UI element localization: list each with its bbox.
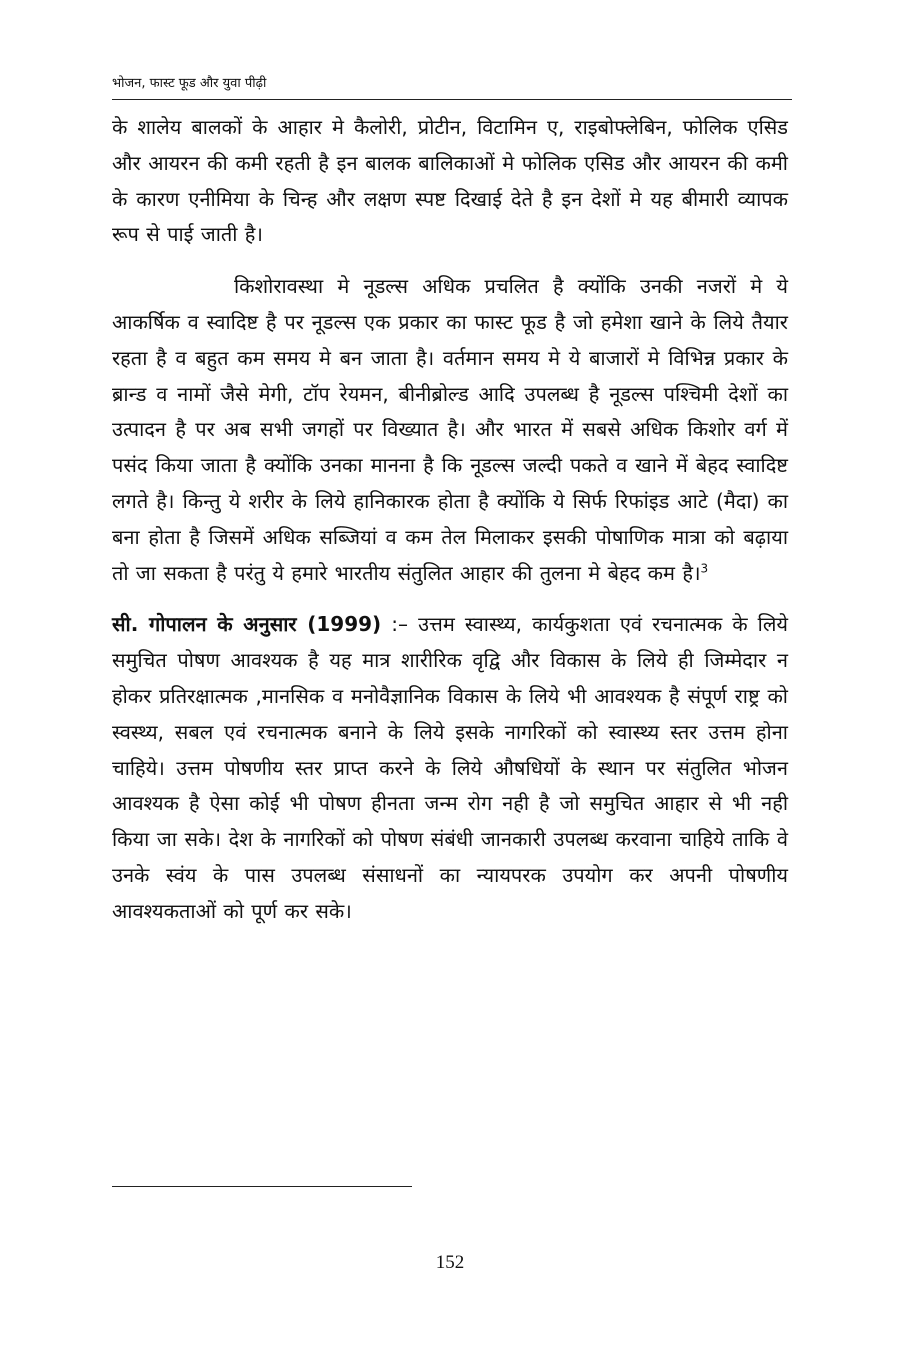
paragraph-1: के शालेय बालकों के आहार मे कैलोरी, प्रोटीन, विटामिन ए, राइबोफ्लेबिन, फोलिक एसिड और आयरन की कमी रहती है इन बालक बालिकाओं मे फोलिक एसिड और आयरन की कमी के कारण एनीमिया के चिन्ह और लक्षण स्पष्ट दिखाई देते है इन देशों मे यह बीमारी व्यापक रूप से पाई जाती है। (112, 115, 788, 247)
page-body (112, 110, 788, 930)
header-divider (112, 99, 792, 100)
running-header-title: भोजन, फास्ट फूड और युवा पीढ़ी (112, 76, 267, 91)
paragraph-3-text: :– उत्तम स्वास्थ्य, कार्यकुशता एवं रचनात्मक के लिये समुचित पोषण आवश्यक है यह मात्र शारीरिक वृद्वि और विकास के लिये ही जिम्मेदार न होकर प्रतिरक्षात्मक ,मानसिक व मनोवैज्ञानिक विकास के लिये भी आवश्यक है संपूर्ण राष्ट्र को स्वस्थ्य, सबल एवं रचनात्मक बनाने के लिये इसके नागरिकों को स्वास्थ्य स्तर उत्तम होना चाहिये। उत्तम पोषणीय स्तर प्राप्त करने के लिये औषधियों के स्थान पर संतुलित भोजन आवश्यक है ऐसा कोई भी पोषण हीनता जन्म रोग नही है जो समुचित आहार से भी नही किया जा सके। देश के नागरिकों को पोषण संबंधी जानकारी उपलब्ध करवाना चाहिये ताकि वे उनके स्वंय के पास उपलब्ध संसाधनों का न्यायपरक उपयोग कर अपनी पोषणीय आवश्यकताओं को पूर्ण कर सके। (112, 612, 789, 923)
paragraph-2 (112, 269, 788, 591)
paragraph-2-text: किशोरावस्था मे नूडल्स अधिक प्रचलित है क्योंकि उनकी नजरों मे ये आकर्षिक व स्वादिष्ट है पर नूडल्स एक प्रकार का फास्ट फूड है जो हमेशा खाने के लिये तैयार रहता है व बहुत कम समय मे बन जाता है। वर्तमान समय मे ये बाजारों मे विभिन्न प्रकार के ब्रान्ड व नामों जैसे मेगी, टॉप रेयमन, बीनीब्रोल्ड आदि उपलब्ध है नूडल्स पश्चिमी देशों का उत्पादन है पर अब सभी जगहों पर विख्यात है। और भारत में सबसे अधिक किशोर वर्ग में पसंद किया जाता है क्योंकि उनका मानना है कि नूडल्स जल्दी पकते व खाने में बेहद स्वादिष्ट लगते है। किन्तु ये शरीर के लिये हानिकारक होता है क्योंकि ये सिर्फ रिफांइड आटे (मैदा) का बना होता है जिसमें अधिक सब्जियां व कम तेल मिलाकर इसकी पोषाणिक मात्रा को बढ़ाया तो जा सकता है परंतु ये हमारे भारतीय संतुलित आहार की तुलना मे बेहद कम है। (112, 274, 788, 585)
paragraph-3 (112, 607, 788, 929)
footnote-divider (112, 1186, 412, 1187)
citation-lead: सी. गोपालन के अनुसार (1999) (112, 612, 382, 637)
page-number: 152 (435, 1252, 465, 1273)
footnote-reference: 3 (700, 560, 709, 575)
